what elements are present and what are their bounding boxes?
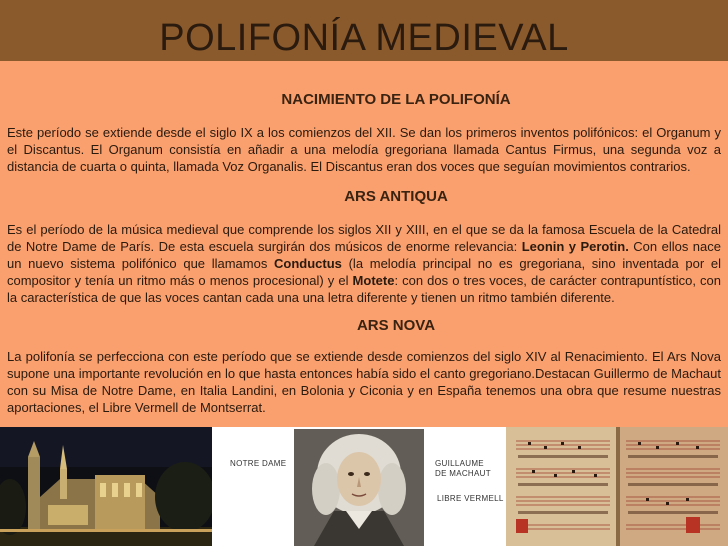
section-heading-nacimiento: NACIMIENTO DE LA POLIFONÍA — [281, 91, 511, 108]
text-fragment: Con ellos nace un nuevo sistema polifónico que llamamos — [7, 239, 721, 271]
bold-motete: Motete — [352, 273, 395, 288]
content-area — [0, 61, 728, 427]
caption-notre-dame: NOTRE DAME — [230, 459, 287, 468]
bold-leonin-perotin: Leonin y Perotin. — [521, 239, 629, 254]
section-text-ars-antiqua — [7, 221, 721, 306]
text-fragment: (la melodía principal no es gregoriana, sino inventada por el compositor y tenía un ritmo más o menos procesional) y el — [7, 256, 721, 288]
machaut-portrait — [294, 429, 424, 546]
notre-dame-image — [0, 427, 212, 546]
text-fragment: : con dos o tres voces, de carácter contrapuntístico, con la característica de que las voces cantan cada una una letra diferente y tienen un ritmo también diferente. — [7, 273, 721, 305]
caption-line: GUILLAUME — [435, 459, 484, 468]
libre-vermell-image — [506, 427, 728, 546]
section-heading-ars-antiqua: ARS ANTIQUA — [344, 188, 448, 205]
caption-guillaume — [435, 459, 505, 479]
section-text-ars-nova: La polifonía se perfecciona con este período que se extiende desde comienzos del siglo XIV al Renacimiento. El Ars Nova supone una importante revolución en lo que hasta entonces había sido el canto gregoriano.Destacan Guillermo de Machaut con su Misa de Notre Dame, en Italia Landini, en Bolonia y Ciconia y en España tenemos una obra que resume nuestras aportaciones, el Libre Vermell de Montserrat. — [7, 349, 721, 415]
section-text-nacimiento: Este período se extiende desde el siglo IX a los comienzos del XII. Se dan los primeros inventos polifónicos: el Organum y el Discantus. El Organum consistía en añadir a una melodía gregoriana llamada Cantus Firmus, una segunda voz a distancia de cuarta o quinta, llamada Voz Organalis. El Discantus eran dos voces que seguían movimientos contrarios. — [7, 125, 721, 174]
text-fragment: Es el período de la música medieval que comprende los siglos XII y XIII, en el que se da la famosa Escuela de la Catedral de Notre Dame de París. De esta escuela surgirán dos músicos de enorme relevancia: — [7, 222, 721, 254]
caption-line: DE MACHAUT — [435, 469, 491, 478]
caption-libre-vermell: LIBRE VERMELL — [437, 494, 504, 503]
title-bar — [0, 0, 728, 61]
slide-title: POLIFONÍA MEDIEVAL — [159, 17, 569, 59]
section-heading-ars-nova: ARS NOVA — [356, 317, 436, 334]
bold-conductus: Conductus — [274, 256, 342, 271]
